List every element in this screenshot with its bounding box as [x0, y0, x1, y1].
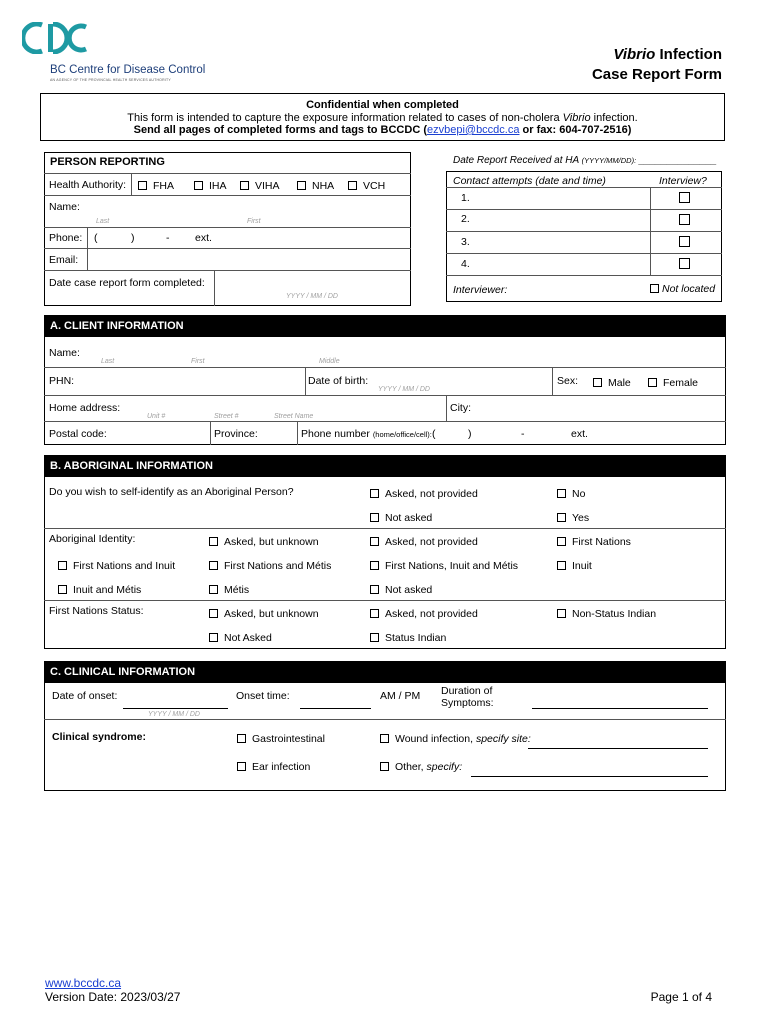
identity-not-asked[interactable]: Not asked — [370, 584, 432, 596]
street-num-hint: Street # — [214, 413, 239, 420]
self-opt-asked-not-provided[interactable]: Asked, not provided — [370, 488, 478, 500]
reporter-last-hint: Last — [96, 218, 110, 225]
dob-hint: YYYY / MM / DD — [378, 386, 430, 393]
org-tagline: AN AGENCY OF THE PROVINCIAL HEALTH SERVICES AUTHORITY — [50, 78, 171, 82]
address-input[interactable] — [120, 396, 445, 420]
checkbox-icon — [348, 181, 357, 190]
duration-input[interactable] — [532, 708, 708, 709]
self-opt-yes[interactable]: Yes — [557, 512, 589, 524]
section-c-title: C. CLINICAL INFORMATION — [44, 661, 726, 683]
checkbox-icon — [593, 378, 602, 387]
sex-option-male[interactable]: Male — [593, 377, 631, 389]
province-label: Province: — [214, 428, 258, 440]
checkbox-icon — [648, 378, 657, 387]
reporter-phone-label: Phone: — [49, 232, 83, 244]
unit-hint: Unit # — [147, 413, 166, 420]
reporter-first-hint: First — [247, 218, 261, 225]
ampm-label: AM / PM — [380, 690, 421, 702]
syndrome-ear[interactable]: Ear infection — [237, 761, 310, 773]
identity-inuit[interactable]: Inuit — [557, 560, 592, 572]
form-title — [613, 46, 722, 63]
interview-label: Interview? — [659, 175, 707, 187]
reporter-name-input[interactable] — [90, 196, 410, 226]
contact-row-2: 2. — [461, 213, 470, 225]
checkbox-icon — [370, 537, 379, 546]
reporter-email-input[interactable] — [88, 249, 410, 270]
form-title-italic: Vibrio — [613, 46, 656, 63]
contact-row-3: 3. — [461, 236, 470, 248]
interviewer-label: Interviewer: — [453, 284, 508, 296]
section-b-title: B. ABORIGINAL INFORMATION — [44, 455, 726, 477]
checkbox-icon — [370, 633, 379, 642]
checkbox-icon — [58, 561, 67, 570]
checkbox-icon — [370, 609, 379, 618]
onset-date-input[interactable] — [123, 708, 228, 709]
purpose-line: This form is intended to capture the exposure information related to cases of non-cholera Vibrio infection. — [127, 111, 638, 124]
status-asked-not-provided[interactable]: Asked, not provided — [370, 608, 478, 620]
checkbox-icon — [679, 258, 690, 269]
self-identify-question: Do you wish to self-identify as an Aboriginal Person? — [49, 486, 294, 498]
syndrome-gastro[interactable]: Gastrointestinal — [237, 733, 325, 745]
person-reporting-title: PERSON REPORTING — [50, 156, 165, 168]
status-asked-unknown[interactable]: Asked, but unknown — [209, 608, 319, 620]
ha-option-viha[interactable]: VIHA — [240, 180, 280, 192]
checkbox-icon — [58, 585, 67, 594]
contact-row-2-checkbox[interactable] — [679, 214, 690, 228]
checkbox-icon — [380, 762, 389, 771]
footer-version: Version Date: 2023/03/27 — [45, 990, 181, 1004]
checkbox-icon — [237, 762, 246, 771]
date-completed-input[interactable] — [215, 271, 410, 305]
reporter-email-label: Email: — [49, 254, 79, 266]
checkbox-icon — [138, 181, 147, 190]
sex-label: Sex: — [557, 375, 579, 387]
onset-date-label: Date of onset: — [52, 690, 118, 702]
status-non-status[interactable]: Non-Status Indian — [557, 608, 656, 620]
form-title-rest: Infection — [655, 46, 722, 63]
ha-option-vch[interactable]: VCH — [348, 180, 385, 192]
client-first-hint: First — [191, 358, 205, 365]
duration-label: Duration of Symptoms: — [441, 685, 494, 709]
checkbox-icon — [557, 561, 566, 570]
client-last-hint: Last — [101, 358, 115, 365]
checkbox-icon — [209, 609, 218, 618]
identity-first-nations[interactable]: First Nations — [557, 536, 631, 548]
checkbox-icon — [679, 236, 690, 247]
footer-page: Page 1 of 4 — [650, 990, 712, 1004]
street-name-hint: Street Name — [274, 413, 314, 420]
checkbox-icon — [209, 561, 218, 570]
checkbox-icon — [209, 537, 218, 546]
client-phone-input[interactable]: ( ) - ext. — [432, 428, 588, 440]
client-name-input[interactable] — [90, 338, 725, 366]
checkbox-icon — [557, 609, 566, 618]
contact-row-1: 1. — [461, 192, 470, 204]
status-indian[interactable]: Status Indian — [370, 632, 446, 644]
ha-option-fha[interactable]: FHA — [138, 180, 174, 192]
identity-label: Aboriginal Identity: — [49, 533, 136, 545]
syndrome-other[interactable]: Other, specify: — [380, 761, 462, 773]
identity-inuit-metis[interactable]: Inuit and Métis — [58, 584, 141, 596]
section-a-title: A. CLIENT INFORMATION — [44, 315, 726, 337]
phn-input[interactable] — [80, 368, 304, 395]
wound-site-input[interactable] — [528, 748, 708, 749]
client-phone-label: Phone number (home/office/cell): — [301, 428, 432, 440]
bccdc-logo-icon — [22, 22, 92, 54]
status-label: First Nations Status: — [49, 605, 144, 617]
contact-attempts-label: Contact attempts (date and time) — [453, 175, 606, 187]
dob-label: Date of birth: — [308, 375, 369, 387]
checkbox-icon — [679, 192, 690, 203]
self-opt-not-asked[interactable]: Not asked — [370, 512, 432, 524]
identity-fn-metis[interactable]: First Nations and Métis — [209, 560, 331, 572]
checkbox-icon — [380, 734, 389, 743]
date-completed-hint: YYYY / MM / DD — [286, 293, 338, 300]
checkbox-icon — [650, 284, 659, 293]
identity-fn-inuit-metis[interactable]: First Nations, Inuit and Métis — [370, 560, 518, 572]
confidential-notice — [40, 93, 725, 141]
checkbox-icon — [557, 489, 566, 498]
city-input[interactable] — [473, 396, 725, 420]
checkbox-icon — [679, 214, 690, 225]
footer-url[interactable]: www.bccdc.ca — [45, 976, 122, 990]
reporter-phone-input[interactable]: ( ) - ext. — [94, 232, 212, 244]
ha-option-iha[interactable]: IHA — [194, 180, 227, 192]
checkbox-icon — [194, 181, 203, 190]
postal-input[interactable] — [110, 422, 208, 444]
checkbox-icon — [237, 734, 246, 743]
postal-label: Postal code: — [49, 428, 107, 440]
identity-fn-inuit[interactable]: First Nations and Inuit — [58, 560, 175, 572]
onset-time-input[interactable] — [300, 708, 371, 709]
ha-option-nha[interactable]: NHA — [297, 180, 334, 192]
contact-row-4-checkbox[interactable] — [679, 258, 690, 272]
form-subtitle: Case Report Form — [591, 66, 722, 83]
not-located-option[interactable]: Not located — [650, 283, 715, 295]
checkbox-icon — [557, 537, 566, 546]
status-not-asked[interactable]: Not Asked — [209, 632, 272, 644]
contact-row-1-checkbox[interactable] — [679, 192, 690, 206]
self-opt-no[interactable]: No — [557, 488, 585, 500]
bccdc-logo — [22, 22, 206, 84]
sex-option-female[interactable]: Female — [648, 377, 698, 389]
date-received: Date Report Received at HA (YYYY/MM/DD): ______________ — [453, 155, 717, 166]
clinical-syndrome-label: Clinical syndrome: — [52, 731, 146, 743]
client-name-label: Name: — [49, 347, 80, 359]
ha-label: Health Authority: — [49, 179, 127, 191]
contact-row-4: 4. — [461, 258, 470, 270]
reporter-name-label: Name: — [49, 201, 80, 213]
checkbox-icon — [209, 633, 218, 642]
phn-label: PHN: — [49, 375, 75, 387]
checkbox-icon — [370, 585, 379, 594]
email-link[interactable]: ezvbepi@bccdc.ca — [426, 124, 520, 136]
send-line: Send all pages of completed forms and tags to BCCDC (ezvbepi@bccdc.ca or fax: 604-707-2516) — [133, 124, 632, 136]
checkbox-icon — [240, 181, 249, 190]
org-name: BC Centre for Disease Control — [50, 64, 206, 76]
identity-asked-unknown[interactable]: Asked, but unknown — [209, 536, 319, 548]
syndrome-wound[interactable]: Wound infection, specify site: — [380, 733, 531, 745]
checkbox-icon — [297, 181, 306, 190]
checkbox-icon — [370, 561, 379, 570]
address-label: Home address: — [49, 402, 121, 414]
onset-date-hint: YYYY / MM / DD — [148, 711, 200, 718]
contact-row-3-checkbox[interactable] — [679, 236, 690, 250]
checkbox-icon — [557, 513, 566, 522]
other-specify-input[interactable] — [471, 776, 708, 777]
confidential-line: Confidential when completed — [306, 99, 459, 111]
onset-time-label: Onset time: — [236, 690, 290, 702]
checkbox-icon — [370, 513, 379, 522]
identity-asked-not-provided[interactable]: Asked, not provided — [370, 536, 478, 548]
city-label: City: — [450, 402, 471, 414]
date-completed-label: Date case report form completed: — [49, 277, 205, 289]
client-middle-hint: Middle — [319, 358, 340, 365]
checkbox-icon — [370, 489, 379, 498]
checkbox-icon — [209, 585, 218, 594]
identity-metis[interactable]: Métis — [209, 584, 249, 596]
